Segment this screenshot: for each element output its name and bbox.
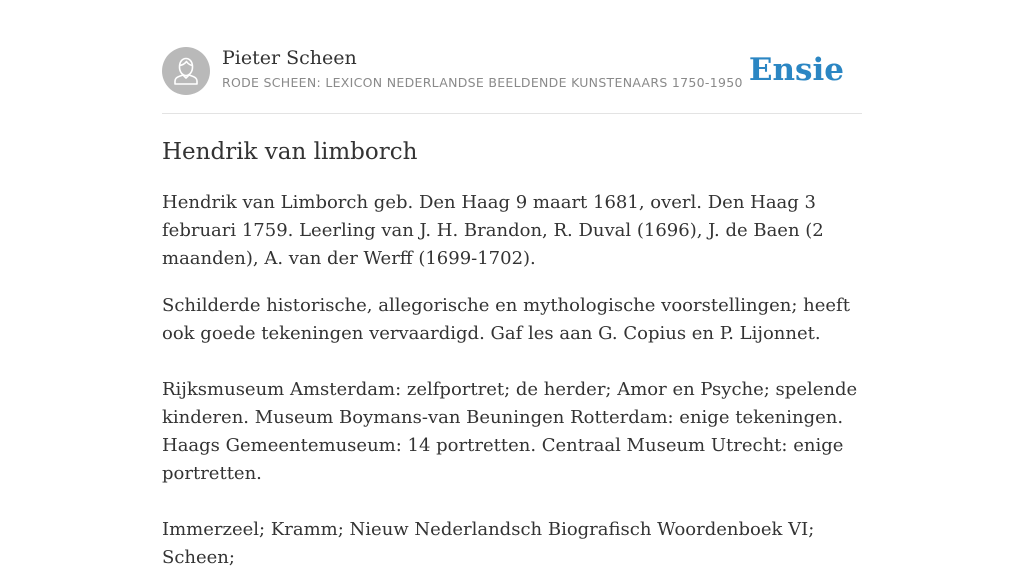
article-title: Hendrik van limborch	[162, 139, 418, 165]
article	[162, 137, 862, 572]
avatar[interactable]	[162, 47, 210, 95]
article-paragraph: Immerzeel; Kramm; Nieuw Nederlandsch Biografisch Woordenboek VI; Scheen;	[162, 519, 815, 568]
person-icon	[162, 47, 210, 95]
author-header	[162, 46, 862, 96]
header-divider	[162, 113, 862, 114]
author-name[interactable]: Pieter Scheen	[222, 47, 357, 69]
article-paragraph: Rijksmuseum Amsterdam: zelfportret; de herder; Amor en Psyche; spelende kinderen. Museum Boymans-van Beuningen Rotterdam: enige tekeningen. Haags Gemeentemuseum: 14 portretten. Centraal Museum Utrecht: enige portretten.	[162, 379, 858, 484]
ensie-logo[interactable]: Ensie	[748, 52, 844, 88]
article-paragraph: Hendrik van Limborch geb. Den Haag 9 maart 1681, overl. Den Haag 3 februari 1759. Leerling van J. H. Brandon, R. Duval (1696), J. de Baen (2 maanden), A. van der Werff (1699-1702).	[162, 192, 824, 269]
source-title[interactable]: RODE SCHEEN: LEXICON NEDERLANDSE BEELDENDE KUNSTENAARS 1750-1950	[222, 75, 743, 90]
article-paragraph: Schilderde historische, allegorische en mythologische voorstellingen; heeft ook goede tekeningen vervaardigd. Gaf les aan G. Copius en P. Lijonnet.	[162, 295, 850, 344]
